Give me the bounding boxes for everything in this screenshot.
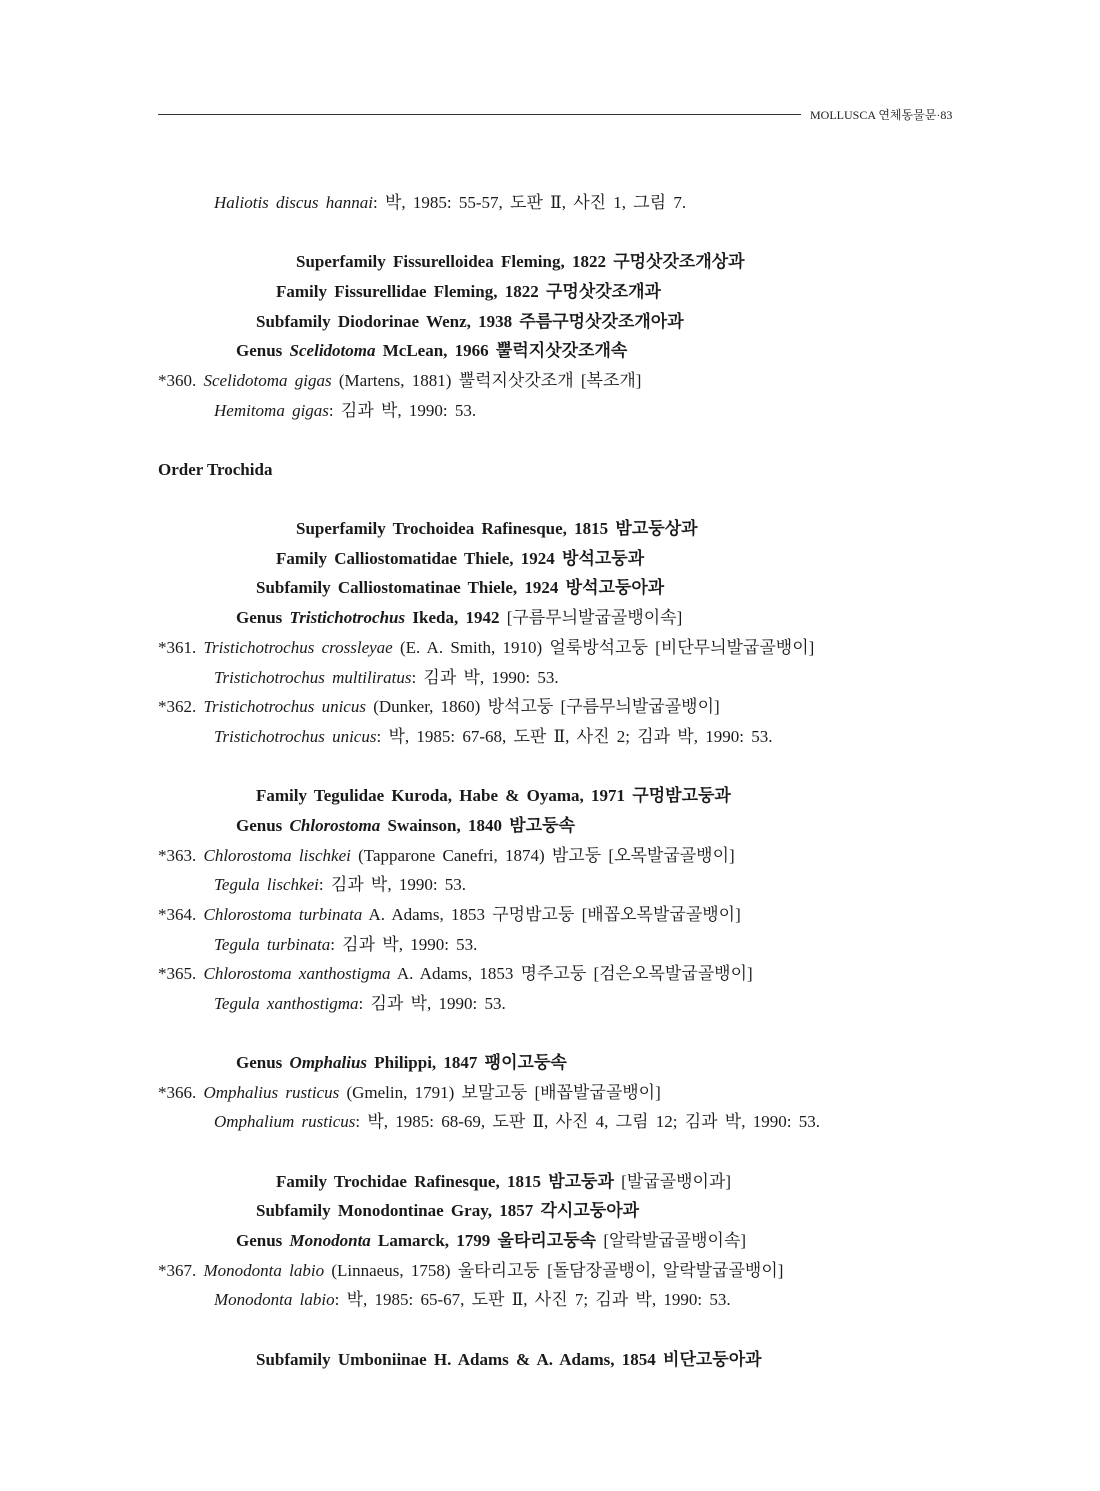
species-name: Tristichotrochus crossleyae (203, 638, 393, 657)
family-heading: Family Fissurellidae Fleming, 1822 구멍삿갓조개과 (276, 282, 661, 301)
family-korean-alt: [발굽골뱅이과] (613, 1172, 732, 1191)
genus-prefix: Genus (236, 1053, 290, 1072)
running-header (810, 106, 952, 123)
subfamily-heading: Subfamily Diodorinae Wenz, 1938 주름구멍삿갓조개아과 (256, 312, 684, 331)
species-name: Tegula turbinata (214, 935, 331, 954)
genus-prefix: Genus (236, 608, 290, 627)
citation: : 김과 박, 1990: 53. (328, 401, 477, 420)
species-name: Tristichotrochus unicus (203, 697, 366, 716)
species-name: Tegula lischkei (214, 875, 319, 894)
species-name: Chlorostoma turbinata (203, 905, 363, 924)
synonym-line (214, 1112, 820, 1132)
genus-author: Swainson, 1840 밤고둥속 (380, 816, 575, 835)
genus-prefix: Genus (236, 341, 290, 360)
species-entry (158, 697, 720, 717)
entry-number: *362. (158, 697, 204, 716)
citation: : 김과 박, 1990: 53. (330, 935, 478, 954)
entry-number: *363. (158, 846, 204, 865)
citation: : 박, 1985: 55-57, 도판 Ⅱ, 사진 1, 그림 7. (373, 193, 687, 212)
genus-prefix: Genus (236, 816, 290, 835)
genus-author: McLean, 1966 뿔럭지삿갓조개속 (375, 341, 628, 360)
species-name: Monodonta labio (203, 1261, 325, 1280)
genus-heading (236, 816, 575, 836)
entry-number: *360. (158, 371, 204, 390)
genus-prefix: Genus (236, 1231, 290, 1250)
genus-name: Scelidotoma (289, 341, 376, 360)
entry-number: *361. (158, 638, 204, 657)
family-name: Family Trochidae Rafinesque, 1815 밤고둥과 (276, 1172, 614, 1191)
superfamily-heading: Superfamily Fissurelloidea Fleming, 1822 구멍삿갓조개상과 (296, 252, 745, 271)
genus-author: Ikeda, 1942 (405, 608, 500, 627)
genus-name: Chlorostoma (289, 816, 381, 835)
genus-korean-alt: [알락발굽골뱅이속] (596, 1231, 747, 1250)
genus-heading (236, 608, 682, 628)
species-details: (Linnaeus, 1758) 울타리고둥 [돌담장골뱅이, 알락발굽골뱅이] (324, 1261, 784, 1280)
species-details: A. Adams, 1853 구멍밤고둥 [배꼽오목발굽골뱅이] (362, 905, 741, 924)
synonym-line (214, 193, 686, 213)
synonym-line (214, 668, 559, 688)
species-name: Chlorostoma lischkei (203, 846, 351, 865)
citation: : 박, 1985: 68-69, 도판 Ⅱ, 사진 4, 그림 12; 김과 박, 1990: 53. (355, 1112, 820, 1131)
genus-heading (236, 1231, 746, 1251)
citation: : 박, 1985: 67-68, 도판 Ⅱ, 사진 2; 김과 박, 1990: 53. (376, 727, 773, 746)
subfamily-heading: Subfamily Monodontinae Gray, 1857 각시고둥아과 (256, 1201, 640, 1220)
header-rule (158, 114, 801, 115)
species-details: (Martens, 1881) 뿔럭지삿갓조개 [복조개] (331, 371, 642, 390)
species-entry (158, 905, 741, 925)
species-name: Tristichotrochus multiliratus (214, 668, 412, 687)
entry-number: *367. (158, 1261, 204, 1280)
citation: : 김과 박, 1990: 53. (358, 994, 506, 1013)
species-details: (Dunker, 1860) 방석고둥 [구름무늬발굽골뱅이] (365, 697, 720, 716)
synonym-line (214, 875, 466, 895)
species-name: Monodonta labio (214, 1290, 335, 1309)
species-details: (E. A. Smith, 1910) 얼룩방석고둥 [비단무늬발굽골뱅이] (392, 638, 815, 657)
synonym-line (214, 1290, 731, 1310)
species-entry (158, 1083, 661, 1103)
family-heading: Family Calliostomatidae Thiele, 1924 방석고둥과 (276, 549, 645, 568)
species-name: Tegula xanthostigma (214, 994, 359, 1013)
subfamily-heading: Subfamily Calliostomatinae Thiele, 1924 방석고둥아과 (256, 578, 665, 597)
species-name: Omphalius rusticus (203, 1083, 340, 1102)
genus-heading (236, 341, 627, 361)
genus-author: Philippi, 1847 팽이고둥속 (367, 1053, 567, 1072)
species-entry (158, 371, 641, 391)
genus-name: Omphalius (289, 1053, 368, 1072)
species-name: Haliotis discus hannai (214, 193, 374, 212)
species-entry (158, 964, 753, 984)
species-name: Scelidotoma gigas (203, 371, 332, 390)
header-separator: · (936, 108, 941, 122)
entry-number: *365. (158, 964, 204, 983)
species-name: Hemitoma gigas (214, 401, 329, 420)
order-heading: Order Trochida (158, 460, 273, 479)
genus-name: Monodonta (289, 1231, 371, 1250)
species-details: (Tapparone Canefri, 1874) 밤고둥 [오목발굽골뱅이] (350, 846, 735, 865)
subfamily-heading: Subfamily Umboniinae H. Adams & A. Adams, 1854 비단고둥아과 (256, 1350, 762, 1369)
species-name: Omphalium rusticus (214, 1112, 356, 1131)
species-entry (158, 1261, 783, 1281)
synonym-line (214, 401, 476, 421)
genus-author: Lamarck, 1799 울타리고둥속 (370, 1231, 597, 1250)
species-name: Chlorostoma xanthostigma (203, 964, 391, 983)
entry-number: *366. (158, 1083, 204, 1102)
genus-korean-alt: [구름무늬발굽골뱅이속] (499, 608, 683, 627)
synonym-line (214, 727, 772, 747)
species-details: A. Adams, 1853 명주고둥 [검은오목발굽골뱅이] (390, 964, 753, 983)
species-entry (158, 638, 814, 658)
synonym-line (214, 935, 477, 955)
running-title: MOLLUSCA 연체동물문 (810, 108, 937, 122)
species-name: Tristichotrochus unicus (214, 727, 377, 746)
family-heading: Family Tegulidae Kuroda, Habe & Oyama, 1971 구멍밤고둥과 (256, 786, 731, 805)
species-details: (Gmelin, 1791) 보말고둥 [배꼽발굽골뱅이] (339, 1083, 661, 1102)
superfamily-heading: Superfamily Trochoidea Rafinesque, 1815 밤고둥상과 (296, 519, 698, 538)
citation: : 박, 1985: 65-67, 도판 Ⅱ, 사진 7; 김과 박, 1990: 53. (334, 1290, 731, 1309)
citation: : 김과 박, 1990: 53. (318, 875, 467, 894)
page-number: 83 (940, 108, 953, 122)
entry-number: *364. (158, 905, 204, 924)
family-heading (276, 1172, 731, 1192)
synonym-line (214, 994, 506, 1014)
citation: : 김과 박, 1990: 53. (411, 668, 559, 687)
genus-heading (236, 1053, 567, 1073)
species-entry (158, 846, 735, 866)
genus-name: Tristichotrochus (289, 608, 406, 627)
